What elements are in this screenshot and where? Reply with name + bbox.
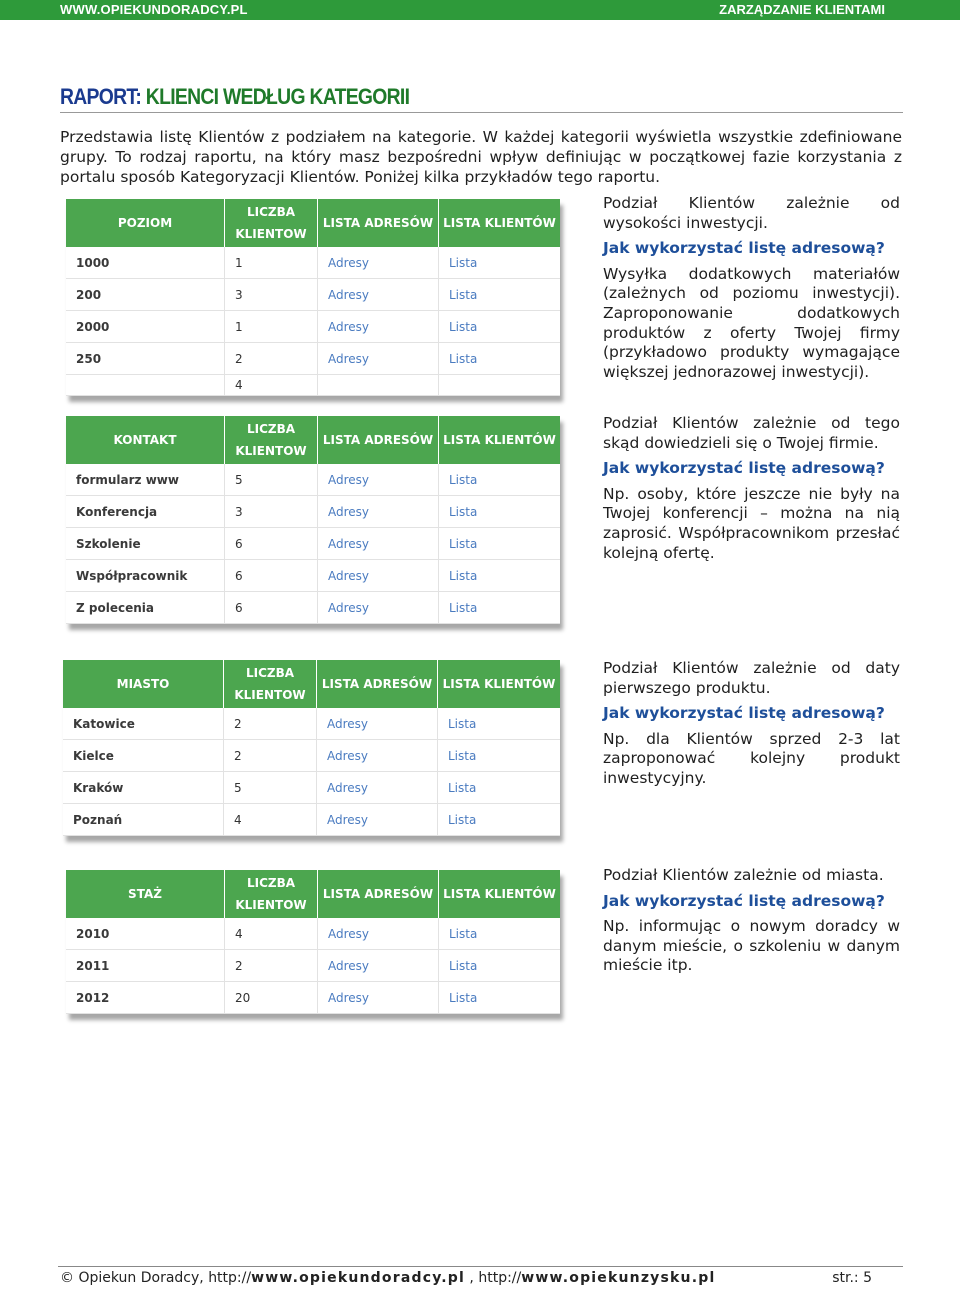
addresses-link[interactable]: Adresy — [318, 982, 439, 1014]
cell-category: Współpracownik — [66, 560, 225, 592]
cell-count: 5 — [224, 772, 317, 804]
clients-list-link[interactable]: Lista — [439, 247, 561, 279]
cell-count: 2 — [224, 740, 317, 772]
footer-separator: , — [464, 1270, 479, 1286]
clients-list-link[interactable]: Lista — [439, 528, 561, 560]
cell-count: 4 — [225, 918, 318, 950]
description-text: Podział Klientów zależnie od miasta. — [603, 866, 884, 884]
footer-link-protocol: http:// — [478, 1270, 522, 1286]
column-header: LICZBA KLIENTOW — [224, 660, 317, 708]
addresses-link[interactable]: Adresy — [318, 560, 439, 592]
column-header: LISTA ADRESÓW — [318, 870, 439, 918]
description-answer: Np. dla Klientów sprzed 2-3 lat zaproponować kolejny produkt inwestycyjny. — [603, 729, 900, 787]
table-row — [63, 772, 560, 804]
addresses-link[interactable]: Adresy — [317, 772, 438, 804]
table-row — [66, 343, 560, 375]
clients-list-link[interactable]: Lista — [438, 708, 561, 740]
clients-list-link[interactable]: Lista — [439, 982, 561, 1014]
cell-category: Konferencja — [66, 496, 225, 528]
cell-count: 2 — [225, 343, 318, 375]
cell-category: Szkolenie — [66, 528, 225, 560]
table-poziom — [66, 199, 560, 396]
cell-category: 1000 — [66, 247, 225, 279]
description-text: Podział Klientów zależnie od wysokości inwestycji. — [603, 194, 900, 232]
cell-count: 20 — [225, 982, 318, 1014]
cell-count: 2 — [225, 950, 318, 982]
footer-link-opiekunzysku[interactable]: www.opiekunzysku.pl — [521, 1270, 716, 1286]
table-row — [66, 950, 560, 982]
cell-count: 4 — [224, 804, 317, 836]
footer-link-opiekundoradcy[interactable]: www.opiekundoradcy.pl — [251, 1270, 465, 1286]
title-divider — [60, 112, 903, 113]
report-title — [60, 84, 409, 110]
table-row — [66, 496, 560, 528]
table-row — [66, 918, 560, 950]
addresses-link[interactable]: Adresy — [317, 708, 438, 740]
description-staz — [603, 866, 900, 982]
addresses-link[interactable]: Adresy — [318, 343, 439, 375]
column-header: LICZBA KLIENTOW — [225, 870, 318, 918]
description-question: Jak wykorzystać listę adresową? — [603, 459, 885, 478]
cell-category: Katowice — [63, 708, 224, 740]
table-row — [63, 740, 560, 772]
intro-paragraph: Przedstawia listę Klientów z podziałem na kategorie. W każdej kategorii wyświetla wszystkie zdefiniowane grupy. To rodzaj raportu, na który masz bezpośredni wpływ definiując w początkowej fazie korzystania z portalu sposób Kategoryzacji Klientów. Poniżej kilka przykładów tego raportu. — [60, 128, 902, 186]
cell-count: 5 — [225, 464, 318, 496]
table-miasto — [63, 660, 560, 836]
description-answer: Np. osoby, które jeszcze nie były na Twojej konferencji – można na nią zaprosić. Współpracownikom przesłać kolejną ofertę. — [603, 484, 900, 562]
column-header: LISTA KLIENTÓW — [439, 199, 561, 247]
cell-category: 2011 — [66, 950, 225, 982]
cell-count: 6 — [225, 592, 318, 624]
clients-list-link[interactable]: Lista — [439, 496, 561, 528]
description-question: Jak wykorzystać listę adresową? — [603, 239, 885, 258]
description-text: Podział Klientów zależnie od tego skąd dowiedzieli się o Twojej firmie. — [603, 414, 900, 452]
footer-divider — [58, 1266, 903, 1267]
table-kontakt — [66, 416, 560, 624]
table-row — [66, 982, 560, 1014]
clients-list-link[interactable]: Lista — [438, 740, 561, 772]
addresses-link[interactable]: Adresy — [318, 528, 439, 560]
cell-category: 2012 — [66, 982, 225, 1014]
cell-count: 2 — [224, 708, 317, 740]
cell-category: 250 — [66, 343, 225, 375]
clients-list-link[interactable]: Lista — [439, 918, 561, 950]
addresses-link[interactable]: Adresy — [318, 279, 439, 311]
clients-list-link[interactable]: Lista — [439, 592, 561, 624]
column-header: LISTA KLIENTÓW — [438, 660, 561, 708]
table-row — [66, 279, 560, 311]
clients-list-link[interactable]: Lista — [439, 311, 561, 343]
column-header: LISTA ADRESÓW — [318, 199, 439, 247]
table-row — [66, 464, 560, 496]
addresses-link[interactable]: Adresy — [318, 247, 439, 279]
table-header-row — [66, 870, 560, 918]
clients-list-link[interactable]: Lista — [439, 950, 561, 982]
page-number: str.: 5 — [832, 1270, 872, 1286]
cell-count: 3 — [225, 496, 318, 528]
column-header: MIASTO — [63, 660, 224, 708]
description-poziom — [603, 194, 900, 388]
addresses-link[interactable] — [318, 375, 439, 396]
table-staz — [66, 870, 560, 1014]
column-header: LICZBA KLIENTOW — [225, 416, 318, 464]
addresses-link[interactable]: Adresy — [317, 804, 438, 836]
footer-link-protocol: http:// — [208, 1270, 252, 1286]
cell-category: 200 — [66, 279, 225, 311]
clients-list-link[interactable] — [439, 375, 561, 396]
column-header: KONTAKT — [66, 416, 225, 464]
cell-category: formularz www — [66, 464, 225, 496]
column-header: LISTA KLIENTÓW — [439, 416, 561, 464]
table-row — [66, 247, 560, 279]
description-text: Podział Klientów zależnie od daty pierwszego produktu. — [603, 659, 900, 697]
cell-count: 6 — [225, 560, 318, 592]
description-miasto — [603, 659, 900, 795]
addresses-link[interactable]: Adresy — [318, 496, 439, 528]
description-question: Jak wykorzystać listę adresową? — [603, 704, 885, 723]
addresses-link[interactable]: Adresy — [318, 918, 439, 950]
addresses-link[interactable]: Adresy — [318, 464, 439, 496]
header-site: WWW.OPIEKUNDORADCY.PL — [60, 2, 248, 17]
column-header: LICZBA KLIENTOW — [225, 199, 318, 247]
cell-count: 3 — [225, 279, 318, 311]
cell-category — [66, 375, 225, 396]
cell-count: 6 — [225, 528, 318, 560]
cell-category: Poznań — [63, 804, 224, 836]
cell-category: Kraków — [63, 772, 224, 804]
table-header-row — [63, 660, 560, 708]
cell-count: 4 — [225, 375, 318, 396]
addresses-link[interactable]: Adresy — [318, 950, 439, 982]
report-title-main: KLIENCI WEDŁUG KATEGORII — [145, 84, 410, 109]
cell-category: 2000 — [66, 311, 225, 343]
footer — [60, 1270, 872, 1286]
table-row — [66, 592, 560, 624]
table-row — [66, 560, 560, 592]
description-question: Jak wykorzystać listę adresową? — [603, 891, 885, 910]
cell-category: Kielce — [63, 740, 224, 772]
column-header: POZIOM — [66, 199, 225, 247]
clients-list-link[interactable]: Lista — [439, 343, 561, 375]
description-answer: Np. informując o nowym doradcy w danym mieście, o szkoleniu w danym mieście itp. — [603, 917, 900, 975]
table-header-row — [66, 416, 560, 464]
column-header: STAŻ — [66, 870, 225, 918]
header-section: ZARZĄDZANIE KLIENTAMI — [719, 2, 885, 17]
addresses-link[interactable]: Adresy — [318, 592, 439, 624]
cell-count: 1 — [225, 311, 318, 343]
cell-category: Z polecenia — [66, 592, 225, 624]
description-answer: Wysyłka dodatkowych materiałów (zależnych od poziomu inwestycji). Zaproponowanie dodatkowych produktów z oferty Twojej firmy (przykładowo produkty wymagające większej jednorazowej inwestycji). — [603, 264, 900, 381]
column-header: LISTA ADRESÓW — [317, 660, 438, 708]
column-header: LISTA ADRESÓW — [318, 416, 439, 464]
clients-list-link[interactable]: Lista — [439, 560, 561, 592]
table-row — [66, 375, 560, 396]
table-row — [63, 804, 560, 836]
header-bar — [0, 0, 960, 20]
description-kontakt — [603, 414, 900, 569]
addresses-link[interactable]: Adresy — [318, 311, 439, 343]
report-title-prefix: RAPORT: — [60, 84, 142, 109]
table-row — [63, 708, 560, 740]
table-row — [66, 311, 560, 343]
table-row — [66, 528, 560, 560]
column-header: LISTA KLIENTÓW — [439, 870, 561, 918]
addresses-link[interactable]: Adresy — [317, 740, 438, 772]
cell-category: 2010 — [66, 918, 225, 950]
cell-count: 1 — [225, 247, 318, 279]
clients-list-link[interactable]: Lista — [439, 464, 561, 496]
footer-copyright: © Opiekun Doradcy, — [60, 1270, 209, 1286]
table-header-row — [66, 199, 560, 247]
clients-list-link[interactable]: Lista — [438, 804, 561, 836]
clients-list-link[interactable]: Lista — [439, 279, 561, 311]
clients-list-link[interactable]: Lista — [438, 772, 561, 804]
